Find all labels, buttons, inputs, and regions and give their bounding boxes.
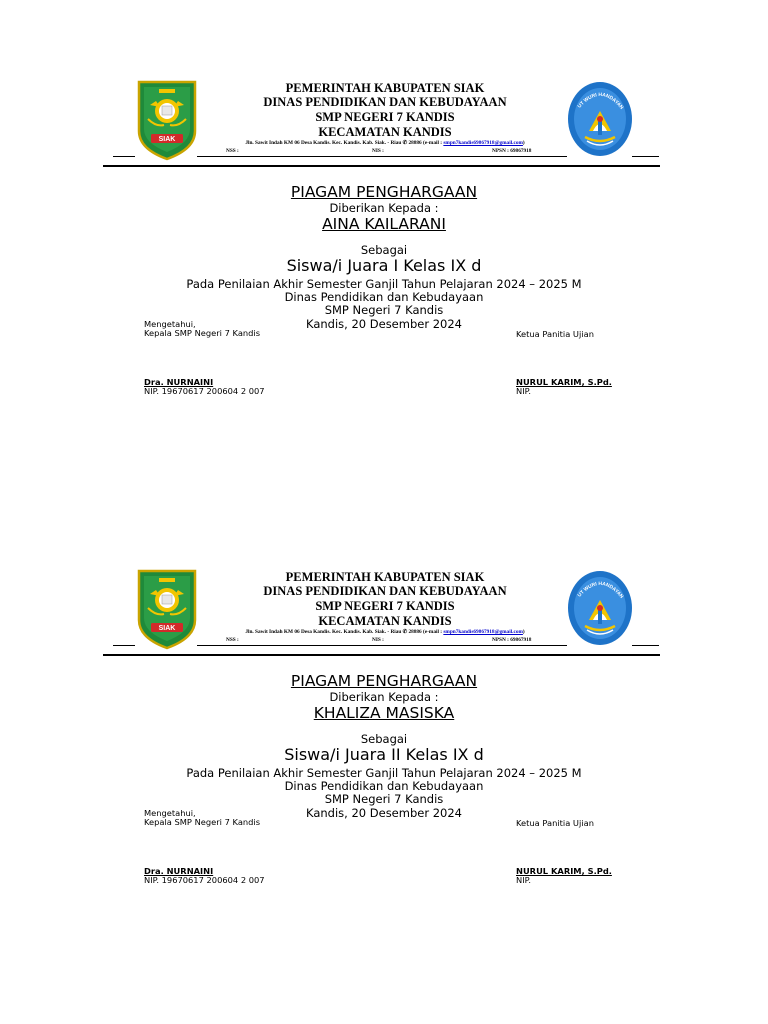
principal-nip: NIP. 19670617 200604 2 007 [144, 875, 265, 885]
email-label: (e-mail : [423, 140, 443, 146]
acknowledge-label: Mengetahui, [144, 319, 196, 329]
award-role: Siswa/i Juara I Kelas IX d [286, 256, 482, 275]
letterhead-address [200, 140, 570, 147]
committee-title: Ketua Panitia Ujian [516, 818, 594, 828]
divider-thick [103, 165, 660, 167]
principal-name: Dra. NURNAINI [144, 377, 214, 387]
tut-wuri-handayani-emblem-icon [567, 81, 633, 157]
divider-thin [113, 156, 135, 157]
committee-nip: NIP. [516, 875, 532, 885]
principal-name: Dra. NURNAINI [144, 866, 214, 876]
email-close: ) [522, 629, 525, 635]
nss-label: NSS : [226, 148, 239, 154]
issuer-department: Dinas Pendidikan dan Kebudayaan [284, 779, 484, 793]
given-to-label: Diberikan Kepada : [329, 690, 439, 704]
tut-wuri-label: UT WURI HANDAYAN [576, 580, 625, 600]
phone-icon: ✆ [402, 629, 408, 635]
letterhead-school: SMP NEGERI 7 KANDIS [315, 599, 455, 613]
letterhead-district: KECAMATAN KANDIS [318, 125, 452, 139]
principal-nip: NIP. 19670617 200604 2 007 [144, 386, 265, 396]
siak-emblem-label: SIAK [158, 136, 176, 143]
award-role: Siswa/i Juara II Kelas IX d [284, 745, 484, 764]
letterhead-government: PEMERINTAH KABUPATEN SIAK [285, 570, 485, 584]
committee-nip: NIP. [516, 386, 532, 396]
recipient-name: AINA KAILARANI [322, 215, 446, 233]
email-link[interactable]: smpn7kandis69867918@gmail.com [443, 629, 523, 635]
tut-wuri-handayani-emblem-icon [567, 570, 633, 646]
committee-title: Ketua Panitia Ujian [516, 329, 594, 339]
committee-name: NURUL KARIM, S.Pd. [516, 377, 612, 387]
issuer-school: SMP Negeri 7 Kandis [324, 303, 444, 317]
award-description: Pada Penilaian Akhir Semester Ganjil Tahun Pelajaran 2024 – 2025 M [186, 277, 582, 291]
postal-code: 28886 [408, 140, 422, 146]
email-link[interactable]: smpn7kandis69867918@gmail.com [443, 140, 523, 146]
place-date: Kandis, 20 Desember 2024 [306, 317, 462, 331]
given-to-label: Diberikan Kepada : [329, 201, 439, 215]
principal-title: Kepala SMP Negeri 7 Kandis [144, 328, 261, 338]
as-label: Sebagai [360, 243, 408, 257]
letterhead-school: SMP NEGERI 7 KANDIS [315, 110, 455, 124]
certificate-title: PIAGAM PENGHARGAAN [290, 672, 478, 690]
nis-label: NIS : [372, 637, 384, 643]
address-text: Jln. Sawit Indah KM 06 Desa Kandis. Kec. Kandis. Kab. Siak. - Riau [245, 629, 402, 635]
acknowledge-label: Mengetahui, [144, 808, 196, 818]
issuer-department: Dinas Pendidikan dan Kebudayaan [284, 290, 484, 304]
principal-title: Kepala SMP Negeri 7 Kandis [144, 817, 261, 827]
npsn-label: NPSN : 69867918 [492, 637, 532, 643]
nis-label: NIS : [372, 148, 384, 154]
divider-thin [632, 156, 659, 157]
letterhead-government: PEMERINTAH KABUPATEN SIAK [285, 81, 485, 95]
email-close: ) [522, 140, 525, 146]
nss-label: NSS : [226, 637, 239, 643]
npsn-label: NPSN : 69867918 [492, 148, 532, 154]
address-text: Jln. Sawit Indah KM 06 Desa Kandis. Kec. Kandis. Kab. Siak. - Riau [245, 140, 402, 146]
divider-thin [197, 156, 567, 157]
letterhead-department: DINAS PENDIDIKAN DAN KEBUDAYAAN [263, 584, 507, 598]
letterhead-department: DINAS PENDIDIKAN DAN KEBUDAYAAN [263, 95, 507, 109]
siak-regency-emblem-icon [136, 568, 198, 650]
place-date: Kandis, 20 Desember 2024 [306, 806, 462, 820]
postal-code: 28886 [408, 629, 422, 635]
email-label: (e-mail : [423, 629, 443, 635]
divider-thin [197, 645, 567, 646]
certificate [0, 489, 768, 978]
recipient-name: KHALIZA MASISKA [313, 704, 455, 722]
certificate-title: PIAGAM PENGHARGAAN [290, 183, 478, 201]
award-description: Pada Penilaian Akhir Semester Ganjil Tahun Pelajaran 2024 – 2025 M [186, 766, 582, 780]
as-label: Sebagai [360, 732, 408, 746]
issuer-school: SMP Negeri 7 Kandis [324, 792, 444, 806]
letterhead-address [200, 629, 570, 636]
divider-thick [103, 654, 660, 656]
siak-emblem-label: SIAK [158, 625, 176, 632]
divider-thin [632, 645, 659, 646]
phone-icon: ✆ [402, 140, 408, 146]
siak-regency-emblem-icon [136, 79, 198, 161]
divider-thin [113, 645, 135, 646]
letterhead-district: KECAMATAN KANDIS [318, 614, 452, 628]
committee-name: NURUL KARIM, S.Pd. [516, 866, 612, 876]
certificate [0, 0, 768, 489]
tut-wuri-label: UT WURI HANDAYAN [576, 91, 625, 111]
